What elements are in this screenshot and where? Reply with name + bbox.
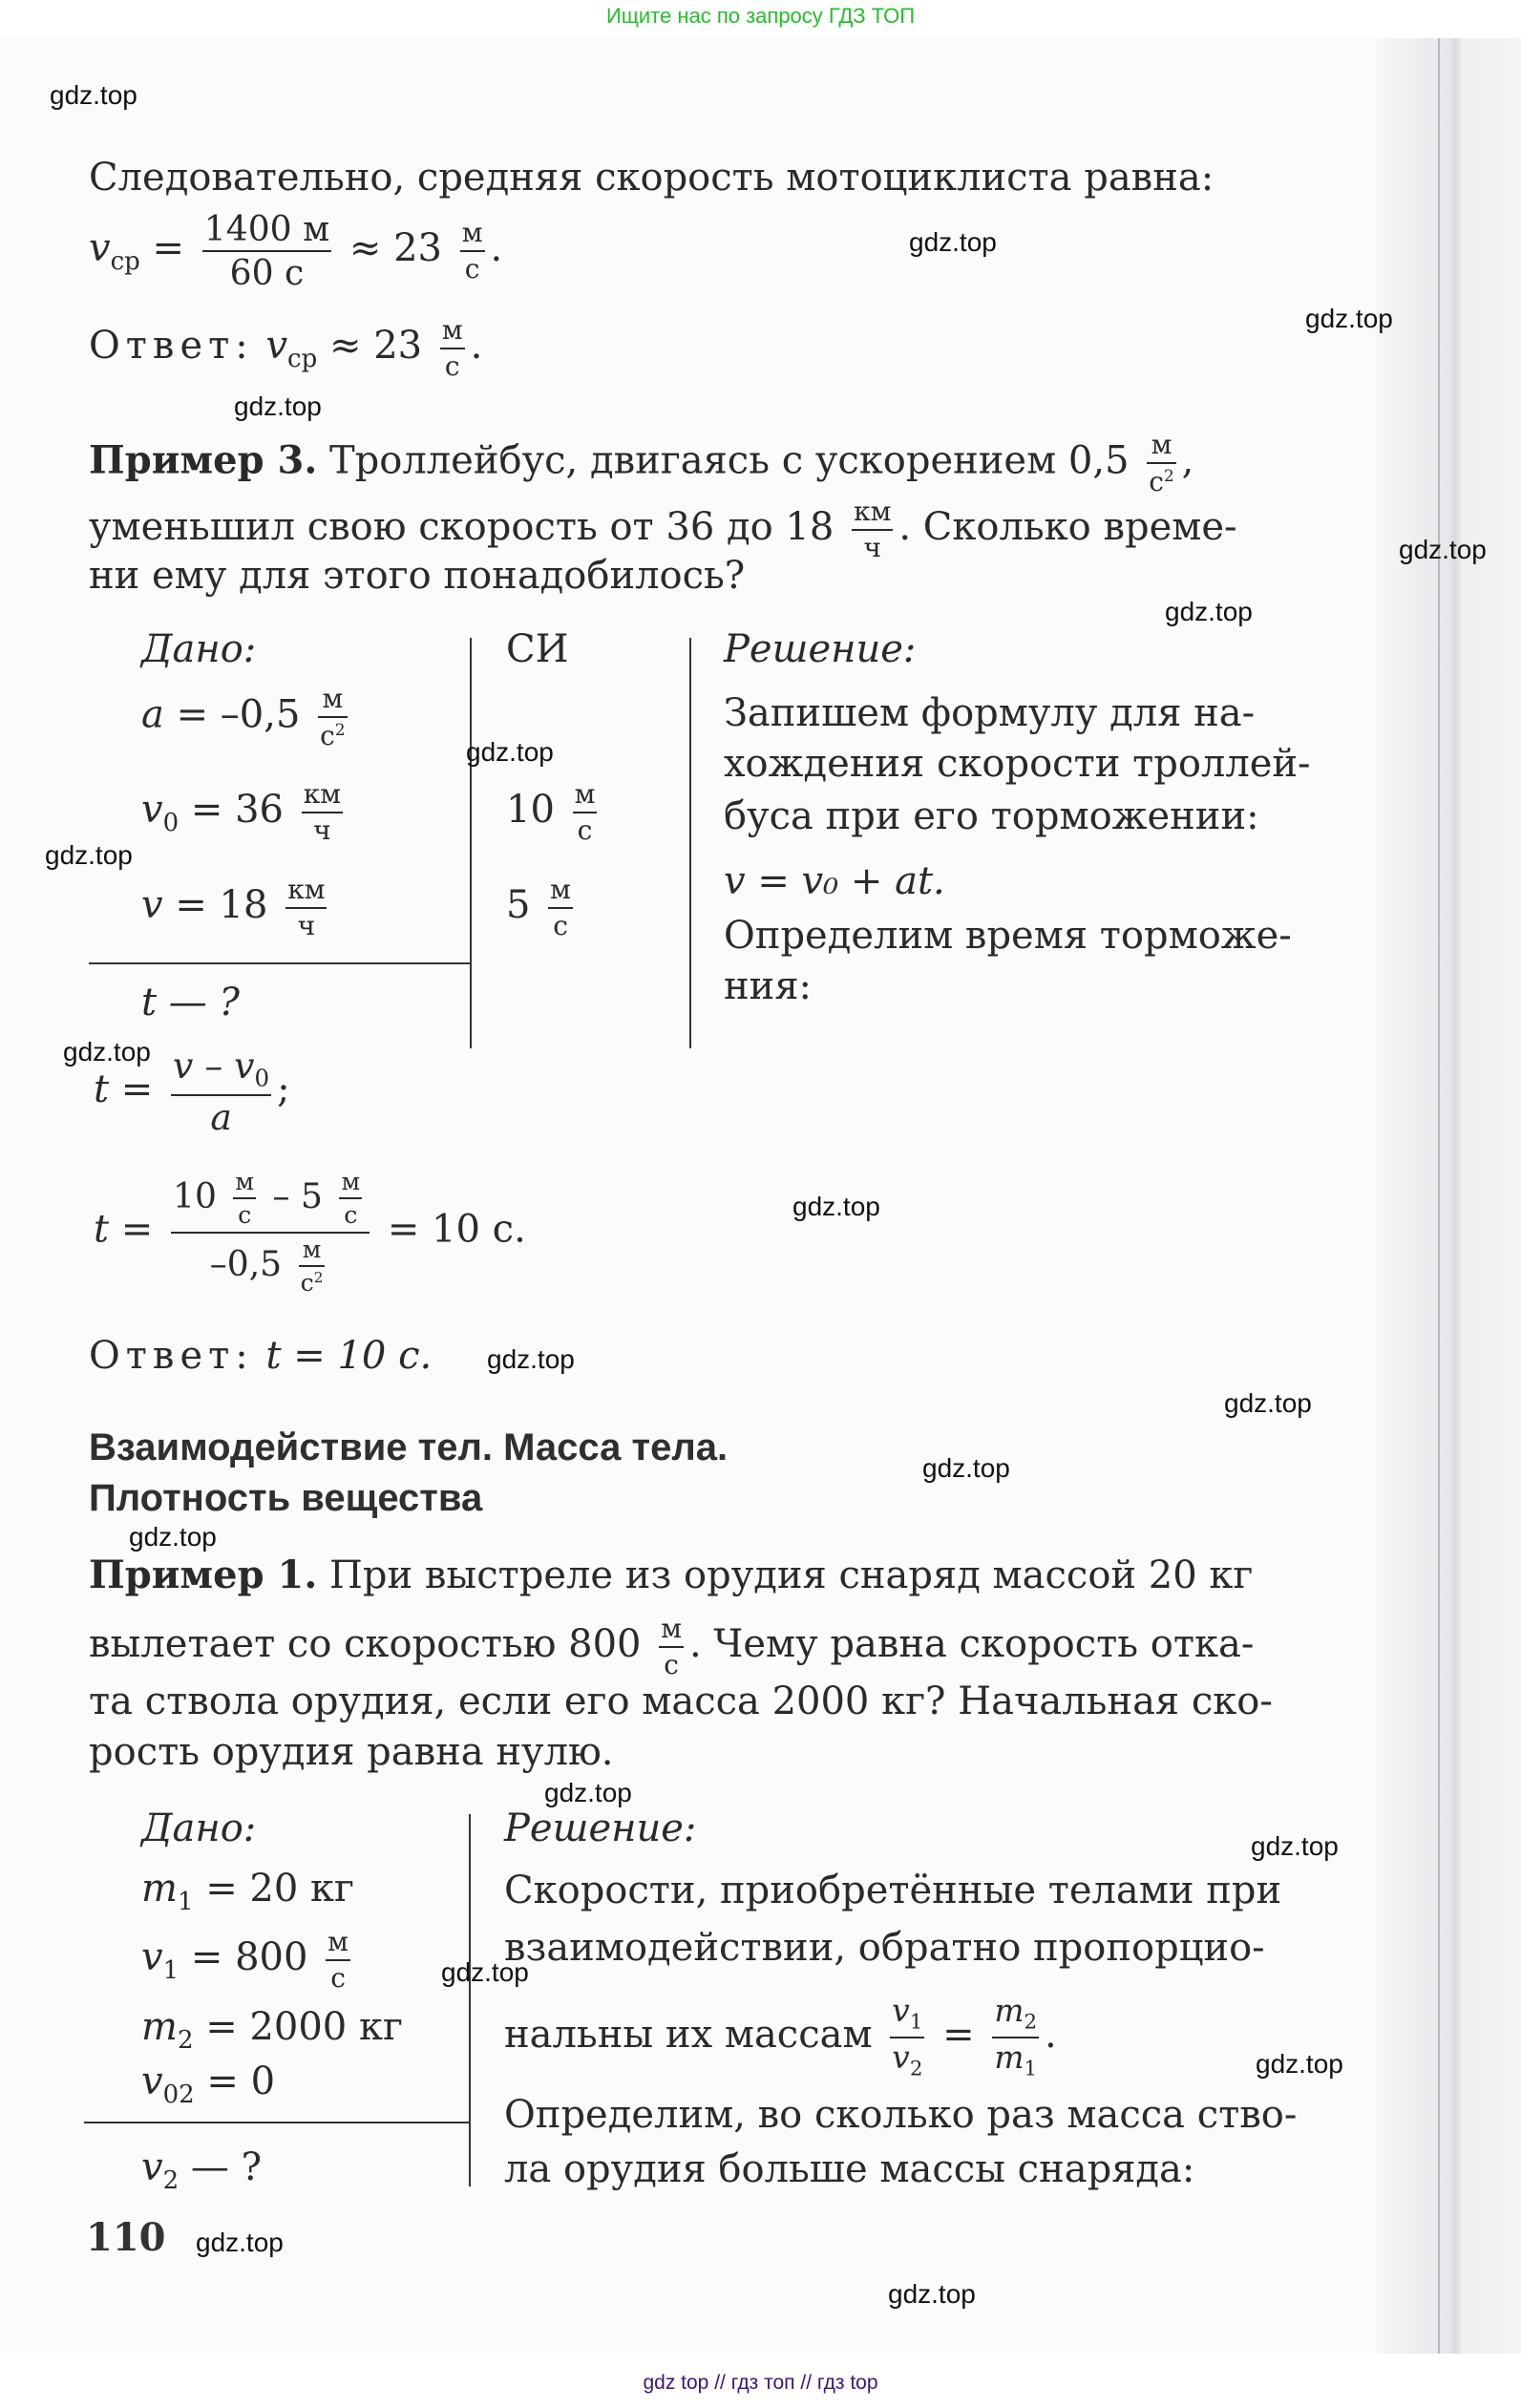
si-value: 10 bbox=[506, 788, 555, 832]
fraction bbox=[202, 209, 331, 294]
given-sub: 1 bbox=[162, 1956, 180, 1986]
watermark: gdz.top bbox=[888, 2279, 976, 2309]
unit-fraction bbox=[1147, 429, 1175, 498]
si-row-v0 bbox=[506, 778, 602, 846]
answer-value: ≈ 23 bbox=[328, 324, 423, 368]
unit-den: с bbox=[344, 1201, 358, 1230]
unit-fraction bbox=[659, 1613, 684, 1680]
example3-line3: ни ему для этого понадобилось? bbox=[89, 554, 746, 598]
given-value: = 800 bbox=[190, 1935, 308, 1979]
denominator: 60 с bbox=[229, 253, 305, 294]
given-value: = –0,5 bbox=[176, 692, 301, 737]
si-row-v bbox=[506, 874, 579, 941]
si-value: 5 bbox=[506, 883, 531, 927]
example-text: вылетает со скоростью 800 bbox=[89, 1622, 642, 1666]
unit-fraction bbox=[299, 1237, 326, 1296]
unit-den: с bbox=[553, 910, 568, 941]
unit-num: м bbox=[235, 1168, 255, 1195]
fraction-bar bbox=[285, 907, 327, 909]
given-var: m bbox=[141, 2005, 178, 2049]
unit-den-base: с bbox=[1149, 466, 1164, 498]
unit-den bbox=[1147, 468, 1175, 496]
search-banner[interactable]: Ищите нас по запросу ГДЗ ТОП bbox=[605, 4, 916, 28]
unit-den: ч bbox=[297, 910, 316, 941]
den-sub: 1 bbox=[1024, 2057, 1038, 2081]
unit-fraction bbox=[318, 683, 347, 752]
num-sub: 0 bbox=[254, 1064, 270, 1092]
fraction bbox=[171, 1170, 370, 1295]
calc-t bbox=[94, 1170, 526, 1295]
watermark: gdz.top bbox=[441, 1957, 529, 1987]
solution-line-ratio bbox=[504, 1993, 1057, 2081]
fraction-bar bbox=[440, 348, 465, 349]
given-var: a bbox=[141, 692, 164, 737]
unit-den: ч bbox=[863, 532, 881, 563]
watermark: gdz.top bbox=[1305, 304, 1393, 333]
given-value: = 18 bbox=[175, 883, 268, 927]
given-header: Дано: bbox=[141, 627, 257, 671]
fraction-bar bbox=[659, 1646, 684, 1648]
given-find-divider bbox=[84, 2122, 469, 2123]
solution-line: ла орудия больше массы снаряда: bbox=[504, 2147, 1195, 2191]
period: . bbox=[1045, 2012, 1057, 2057]
watermark: gdz.top bbox=[1256, 2049, 1343, 2079]
numerator bbox=[890, 1993, 924, 2035]
unit-exp: 2 bbox=[313, 1268, 324, 1286]
answer-var: v bbox=[265, 324, 288, 368]
given-var: v bbox=[141, 2059, 163, 2103]
fraction-bar bbox=[548, 907, 573, 909]
given-row-m1 bbox=[141, 1867, 355, 1917]
formula-lhs: t = bbox=[94, 1207, 154, 1252]
unit-den: ч bbox=[313, 814, 331, 846]
denominator bbox=[208, 1237, 333, 1296]
fraction-bar bbox=[460, 250, 485, 252]
unit-num: м bbox=[327, 1926, 349, 1957]
unit-fraction bbox=[440, 314, 465, 382]
denominator: a bbox=[210, 1096, 232, 1139]
example-text: Троллейбус, двигаясь с ускорением 0,5 bbox=[328, 438, 1130, 483]
fraction bbox=[171, 1045, 271, 1139]
fraction-bar bbox=[318, 716, 347, 718]
watermark: gdz.top bbox=[1251, 1831, 1339, 1861]
section-title-line1: Взаимодействие тел. Масса тела. bbox=[89, 1426, 729, 1468]
si-header: СИ bbox=[506, 627, 569, 671]
answer-label: Ответ: bbox=[89, 324, 254, 368]
fraction-bar bbox=[302, 812, 343, 813]
watermark: gdz.top bbox=[922, 1453, 1010, 1483]
example-label: Пример 3. bbox=[89, 437, 318, 483]
numerator bbox=[992, 1993, 1039, 2035]
given-sub: 0 bbox=[162, 809, 180, 838]
unit-num: м bbox=[441, 314, 463, 346]
unit-num: м bbox=[1151, 429, 1172, 460]
unit-num: м bbox=[661, 1613, 682, 1644]
unit-num: м bbox=[574, 778, 596, 810]
formula-sub: ср bbox=[110, 247, 140, 277]
denominator bbox=[992, 2038, 1039, 2081]
unit-num: км bbox=[303, 778, 342, 810]
period: . bbox=[490, 226, 503, 271]
watermark: gdz.top bbox=[792, 1192, 880, 1221]
footer-links[interactable]: gdz top // гдз топ // гдз top bbox=[643, 2372, 878, 2394]
equals: = bbox=[942, 2012, 975, 2057]
unit-den: с bbox=[464, 253, 480, 285]
watermark: gdz.top bbox=[45, 840, 133, 870]
table-divider-2 bbox=[689, 638, 691, 1048]
given-row-v1 bbox=[141, 1926, 356, 1994]
den-value: –0,5 bbox=[209, 1243, 283, 1284]
unit-den: с bbox=[577, 814, 593, 846]
section-title-line2: Плотность вещества bbox=[89, 1477, 483, 1519]
unit-den-base: с bbox=[300, 1268, 314, 1297]
watermark: gdz.top bbox=[129, 1522, 217, 1552]
fraction-bar bbox=[573, 812, 598, 813]
given-value: = 20 кг bbox=[205, 1867, 355, 1911]
fraction-bar bbox=[339, 1197, 362, 1199]
equals: = bbox=[152, 226, 197, 271]
intro-answer bbox=[89, 314, 483, 382]
solution-line: хождения скорости троллей- bbox=[724, 742, 1311, 786]
example1-line3: та ствола орудия, если его масса 2000 кг? Начальная ско- bbox=[89, 1679, 1273, 1723]
given-row-a bbox=[141, 683, 353, 752]
find-t: t — ? bbox=[141, 981, 240, 1024]
table-divider bbox=[469, 1814, 471, 2186]
find-var: v bbox=[141, 2145, 163, 2189]
watermark: gdz.top bbox=[196, 2228, 284, 2257]
given-find-divider bbox=[89, 962, 471, 964]
unit-fraction bbox=[233, 1170, 256, 1228]
example-text: . Сколько време- bbox=[898, 505, 1237, 549]
fraction-bar bbox=[890, 2037, 924, 2038]
fraction-bar bbox=[202, 250, 331, 252]
example1-line4: рость орудия равна нулю. bbox=[89, 1730, 614, 1774]
num-sub: 1 bbox=[909, 2010, 923, 2035]
calc-result: = 10 с. bbox=[387, 1207, 526, 1252]
unit-den: с bbox=[330, 1962, 346, 1994]
given-row-v bbox=[141, 874, 332, 941]
unit-exp: 2 bbox=[1163, 466, 1174, 485]
unit-num: м bbox=[461, 217, 483, 249]
unit-exp: 2 bbox=[334, 720, 346, 739]
example3-line1 bbox=[89, 429, 1194, 498]
example1-line1 bbox=[89, 1553, 1254, 1597]
unit-den-base: с bbox=[320, 720, 335, 752]
example-text: При выстреле из орудия снаряд массой 20 кг bbox=[328, 1553, 1254, 1597]
solution-line: Определим, во сколько раз масса ство- bbox=[504, 2093, 1298, 2137]
ratio-right bbox=[992, 1993, 1039, 2081]
unit-num: м bbox=[302, 1235, 322, 1263]
page-number: 110 bbox=[86, 2215, 166, 2260]
solution-line: ния: bbox=[724, 964, 813, 1008]
num-var: v bbox=[892, 1993, 910, 2029]
example-text: уменьшил свою скорость от 36 до 18 bbox=[89, 505, 834, 549]
ratio-left bbox=[890, 1993, 924, 2081]
unit-num: м bbox=[341, 1168, 361, 1195]
example-label: Пример 1. bbox=[89, 1553, 318, 1597]
given-var: v bbox=[141, 1935, 163, 1979]
given-row-m2 bbox=[141, 2005, 403, 2056]
unit-den: с bbox=[664, 1649, 679, 1680]
answer-label: Ответ: bbox=[89, 1334, 254, 1378]
page-spine-shadow bbox=[1375, 38, 1521, 2354]
unit-fraction bbox=[339, 1170, 362, 1228]
unit-fraction bbox=[852, 498, 893, 561]
solution-header: Решение: bbox=[504, 1806, 697, 1850]
find-text: — ? bbox=[190, 2145, 263, 2189]
find-sub: 2 bbox=[162, 2166, 180, 2196]
given-sub: 1 bbox=[177, 1888, 194, 1917]
solution-line: Определим время торможе- bbox=[724, 914, 1292, 958]
unit-fraction bbox=[326, 1926, 350, 1994]
example3-answer bbox=[89, 1334, 433, 1378]
fraction-bar bbox=[852, 529, 893, 531]
unit-fraction bbox=[302, 778, 343, 846]
fraction-bar bbox=[171, 1232, 370, 1234]
numerator bbox=[171, 1045, 271, 1092]
watermark: gdz.top bbox=[50, 80, 137, 110]
intro-formula bbox=[89, 209, 503, 294]
num-text: v – v bbox=[173, 1045, 255, 1087]
den-var: m bbox=[994, 2038, 1025, 2076]
watermark: gdz.top bbox=[1165, 597, 1253, 626]
given-var: v bbox=[141, 883, 163, 927]
given-value: = 0 bbox=[206, 2059, 276, 2103]
num-sub: 2 bbox=[1024, 2010, 1038, 2035]
num-a: 10 bbox=[173, 1175, 217, 1216]
given-row-v0 bbox=[141, 778, 349, 846]
solution-line: Запишем формулу для на- bbox=[724, 691, 1256, 735]
watermark: gdz.top bbox=[63, 1037, 151, 1067]
unit-den: с bbox=[444, 350, 460, 382]
unit-num: км bbox=[287, 874, 326, 905]
watermark: gdz.top bbox=[1399, 535, 1487, 564]
given-row-v02 bbox=[141, 2059, 276, 2110]
unit-fraction bbox=[573, 778, 598, 846]
unit-num: км bbox=[854, 496, 892, 527]
unit-fraction bbox=[460, 217, 485, 285]
answer-value: t = 10 с. bbox=[265, 1334, 433, 1378]
example-text: . Чему равна скорость отка- bbox=[689, 1622, 1255, 1666]
den-sub: 2 bbox=[909, 2057, 923, 2081]
fraction-bar bbox=[233, 1197, 256, 1199]
formula-lhs: t = bbox=[94, 1067, 154, 1111]
solution-text: нальны их массам bbox=[504, 2012, 873, 2057]
given-value: = 2000 кг bbox=[205, 2005, 403, 2049]
numerator bbox=[171, 1170, 370, 1228]
given-var: v bbox=[141, 788, 163, 832]
watermark: gdz.top bbox=[487, 1344, 575, 1374]
fraction-bar bbox=[1147, 462, 1175, 464]
find-v2 bbox=[141, 2145, 263, 2196]
period: . bbox=[470, 324, 483, 368]
given-var: m bbox=[141, 1867, 178, 1911]
unit-num: м bbox=[322, 683, 344, 714]
given-value: = 36 bbox=[190, 788, 285, 832]
approx-value: ≈ 23 bbox=[349, 226, 442, 271]
formula-var: v bbox=[89, 226, 111, 271]
given-sub: 2 bbox=[177, 2026, 194, 2056]
comma: , bbox=[1181, 438, 1194, 483]
semicolon: ; bbox=[277, 1067, 290, 1111]
given-header: Дано: bbox=[141, 1806, 257, 1850]
denominator bbox=[890, 2038, 924, 2081]
unit-fraction bbox=[285, 874, 327, 941]
solution-line: взаимодействии, обратно пропорцио- bbox=[504, 1926, 1265, 1970]
intro-text: Следовательно, средняя скорость мотоциклиста равна: bbox=[89, 156, 1215, 200]
unit-den bbox=[299, 1268, 326, 1297]
page-fold-line bbox=[1438, 38, 1440, 2354]
den-var: v bbox=[892, 2038, 910, 2076]
unit-fraction bbox=[548, 874, 573, 941]
watermark: gdz.top bbox=[909, 227, 997, 257]
solution-line: Скорости, приобретённые телами при bbox=[504, 1869, 1282, 1912]
given-sub: 02 bbox=[162, 2081, 195, 2110]
watermark: gdz.top bbox=[466, 737, 554, 767]
unit-num: м bbox=[550, 874, 571, 905]
solution-formula: v = v₀ + at. bbox=[724, 859, 945, 903]
fraction-bar bbox=[992, 2037, 1039, 2038]
example3-line2 bbox=[89, 498, 1237, 561]
table-divider-1 bbox=[470, 638, 472, 1048]
fraction-bar bbox=[299, 1265, 326, 1267]
fraction-bar bbox=[326, 1959, 350, 1961]
answer-sub: ср bbox=[287, 345, 318, 374]
unit-den bbox=[318, 722, 347, 750]
num-b: – 5 bbox=[272, 1175, 323, 1216]
watermark: gdz.top bbox=[234, 391, 322, 421]
solution-line: буса при его торможении: bbox=[724, 794, 1259, 838]
watermark: gdz.top bbox=[544, 1778, 632, 1807]
example1-line2 bbox=[89, 1613, 1255, 1680]
solution-header: Решение: bbox=[724, 627, 917, 671]
watermark: gdz.top bbox=[1224, 1388, 1312, 1418]
num-var: m bbox=[994, 1993, 1025, 2029]
unit-den: с bbox=[238, 1201, 252, 1230]
numerator: 1400 м bbox=[203, 209, 330, 249]
